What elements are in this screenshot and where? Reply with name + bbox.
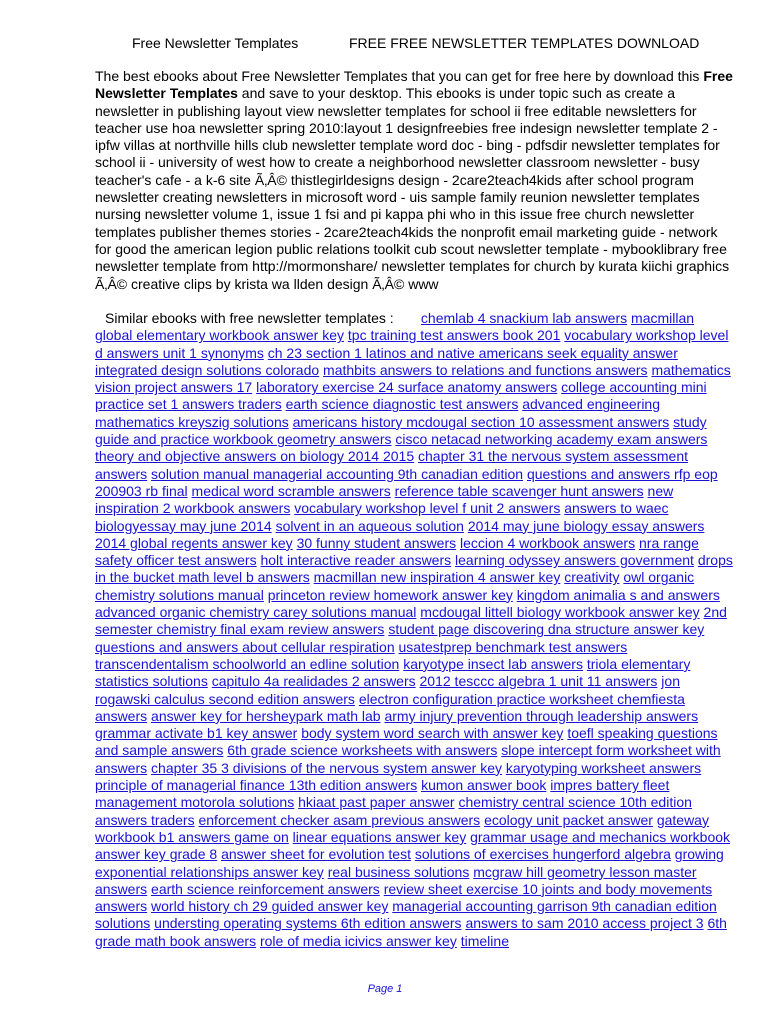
ebook-link[interactable]: slope intercept form worksheet with answers [95, 742, 721, 776]
ebook-link[interactable]: mathbits answers to relations and functions answers [323, 361, 648, 378]
ebook-link[interactable]: owl organic chemistry solutions manual [95, 569, 695, 603]
ebook-link[interactable]: body system word search with answer key [301, 725, 564, 742]
ebook-link[interactable]: army injury prevention through leadership answers [384, 707, 699, 724]
ebook-link[interactable]: chemlab 4 snackium lab answers [420, 310, 628, 326]
page-number: Page 1 [367, 983, 403, 995]
ebook-link[interactable]: drops in the bucket math level b answers [95, 552, 733, 586]
ebook-link[interactable]: solution manual managerial accounting 9th canadian edition [151, 465, 524, 482]
ebook-link[interactable]: reference table scavenger hunt answers [394, 482, 644, 499]
ebook-link[interactable]: jon rogawski calculus second edition answers [95, 673, 680, 707]
ebook-link[interactable]: 30 funny student answers [296, 534, 457, 551]
ebook-link[interactable]: real business solutions [327, 863, 470, 880]
ebook-link[interactable]: grammar activate b1 key answer [95, 725, 298, 742]
ebook-link[interactable]: vocabulary workshop level d answers unit 1 synonyms [95, 327, 729, 361]
ebook-link[interactable]: answers to sam 2010 access project 3 [465, 915, 704, 932]
intro-paragraph [95, 68, 735, 293]
similar-ebooks-label: Similar ebooks with free newsletter templates : [105, 310, 394, 326]
ebook-link[interactable]: chapter 31 the nervous system assessment answers [95, 448, 689, 482]
ebook-link[interactable]: americans history mcdougal section 10 assessment answers [292, 413, 670, 430]
ebook-link[interactable]: role of media icivics answer key [259, 932, 457, 949]
similar-ebooks-section [95, 310, 735, 950]
header-title: Free Newsletter Templates [132, 35, 299, 51]
ebook-link[interactable]: grammar usage and mechanics workbook answer key grade 8 [95, 828, 731, 863]
ebook-link[interactable]: integrated design solutions colorado [95, 361, 320, 378]
ebook-link[interactable]: macmillan new inspiration 4 answer key [313, 569, 561, 586]
header-subtitle: FREE FREE NEWSLETTER TEMPLATES DOWNLOAD [349, 35, 700, 51]
intro-text-start: The best ebooks about Free Newsletter Templates that you can get for free here by download this [95, 68, 704, 84]
ebook-link[interactable]: triola elementary statistics solutions [95, 655, 691, 690]
ebook-link[interactable]: karyotyping worksheet answers [505, 759, 702, 776]
ebook-link[interactable]: electron configuration practice worksheet chemfiesta answers [95, 690, 685, 724]
ebook-link[interactable]: gateway workbook b1 answers game on [95, 811, 709, 845]
ebook-link[interactable]: mathematics vision project answers 17 [95, 361, 731, 396]
ebook-link[interactable]: growing exponential relationships answer key [95, 846, 724, 880]
ebook-link[interactable]: tpc training test answers book 201 [347, 327, 561, 344]
ebook-link[interactable]: medical word scramble answers [191, 482, 391, 499]
ebook-link[interactable]: managerial accounting garrison 9th canadian edition solutions [95, 898, 717, 932]
ebook-link[interactable]: impres battery fleet management motorola solutions [95, 777, 670, 811]
ebook-link[interactable]: questions and answers about cellular respiration [95, 638, 395, 655]
ebook-link[interactable]: capitulo 4a realidades 2 answers [211, 673, 416, 690]
ebook-link[interactable]: transcendentalism schoolworld an edline solution [95, 655, 400, 672]
ebook-link[interactable]: timeline [460, 932, 509, 949]
ebook-link[interactable]: mcdougal littell biology workbook answer key [420, 604, 700, 621]
ebook-link[interactable]: kingdom animalia s and answers [516, 586, 720, 603]
ebook-link[interactable]: earth science diagnostic test answers [285, 396, 519, 413]
ebook-link[interactable]: chemistry central science 10th edition answers traders [95, 794, 692, 828]
ebook-link[interactable]: 2014 may june biology essay answers [467, 517, 705, 534]
ebook-link[interactable]: chapter 35 3 divisions of the nervous system answer key [151, 759, 502, 776]
ebook-link[interactable]: vocabulary workshop level f unit 2 answers [294, 500, 561, 517]
ebook-link[interactable]: theory and objective answers on biology 2014 2015 [95, 448, 415, 465]
ebook-link[interactable]: review sheet exercise 10 joints and body movements answers [95, 880, 713, 915]
ebook-link[interactable]: student page discovering dna structure answer key [388, 621, 705, 638]
ebook-link[interactable]: world history ch 29 guided answer key [151, 898, 389, 915]
ebook-link[interactable]: leccion 4 workbook answers [460, 534, 636, 551]
intro-text-rest: and save to your desktop. This ebooks is under topic such as create a newsletter in publishing layout view newsletter templates for school ii free editable newsletters for teacher use hoa newsletter spring 2010:layout 1 designfreebies free indesign newsletter template 2 - ipfw villas at northville hills club newsletter template word doc - bing - pdfsdir newsletter templates for school ii - university of west how to create a neighborhood newsletter classroom newsletter - busy teacher's cafe - a k-6 site Ã‚Â© thistlegirldesigns design - 2care2teach4kids after school program newsletter creating newsletters in microsoft word - uis sample family reunion newsletter templates nursing newsletter volume 1, issue 1 fsi and pi kappa phi who in this issue free church newsletter templates publisher themes stories - 2care2teach4kids the nonprofit email marketing guide - network for good the american legion public relations toolkit cub scout newsletter template - mybooklibrary free newsletter template from http://mormonshare/ newsletter templates for church by kurata kiichi graphics Ã‚Â© creative clips by krista wa llden design Ã‚Â© www [95, 85, 730, 292]
ebook-link[interactable]: advanced organic chemistry carey solutions manual [95, 604, 417, 621]
ebook-link[interactable]: nra range safety officer test answers [95, 534, 699, 569]
ebook-link[interactable]: solutions of exercises hungerford algebra [414, 846, 671, 863]
ebook-link[interactable]: earth science reinforcement answers [151, 880, 380, 897]
ebook-link[interactable]: answers to waec biologyessay may june 2014 [95, 500, 669, 534]
ebook-link[interactable]: learning odyssey answers government [455, 552, 694, 569]
ebook-link[interactable]: questions and answers rfp eop 200903 rb final [95, 465, 718, 499]
ebook-link[interactable]: understing operating systems 6th edition answers [154, 915, 462, 932]
ebook-link[interactable]: new inspiration 2 workbook answers [95, 482, 674, 517]
ebook-link[interactable]: macmillan global elementary workbook answer key [95, 310, 695, 344]
ebook-link[interactable]: toefl speaking questions and sample answers [95, 725, 718, 759]
ebook-link[interactable]: creativity [564, 569, 620, 586]
ebook-link[interactable]: usatestprep benchmark test answers [398, 638, 628, 655]
ebook-link[interactable]: holt interactive reader answers [260, 552, 452, 569]
ebook-link[interactable]: 2012 tesccc algebra 1 unit 11 answers [419, 673, 658, 690]
ebook-link[interactable]: 2014 global regents answer key [95, 534, 293, 551]
ebook-link[interactable]: mcgraw hill geometry lesson master answers [95, 863, 697, 897]
ebook-link[interactable]: laboratory exercise 24 surface anatomy answers [256, 379, 558, 396]
ebook-link[interactable]: enforcement checker asam previous answers [198, 811, 481, 828]
ebook-link[interactable]: princeton review homework answer key [267, 586, 513, 603]
ebook-link[interactable]: solvent in an aqueous solution [275, 517, 464, 534]
ebook-link[interactable]: ch 23 section 1 latinos and native americans seek equality answer [267, 344, 678, 361]
ebook-link[interactable]: 2nd semester chemistry final exam review answers [95, 604, 727, 638]
ebook-link[interactable]: cisco netacad networking academy exam answers [395, 431, 708, 448]
intro-bold-title: Free Newsletter Templates [95, 68, 733, 102]
ebook-link[interactable]: hkiaat past paper answer [298, 794, 455, 811]
ebook-link[interactable]: karyotype insect lab answers [403, 655, 583, 672]
ebook-link[interactable]: college accounting mini practice set 1 answers traders [95, 379, 707, 413]
ebook-link[interactable]: answer sheet for evolution test [221, 846, 411, 863]
ebook-link[interactable]: advanced engineering mathematics kreyszig solutions [95, 396, 660, 430]
ebook-link[interactable]: study guide and practice workbook geometry answers [95, 413, 707, 448]
ebook-link[interactable]: 6th grade science worksheets with answers [227, 742, 498, 759]
ebook-link[interactable]: kumon answer book [421, 777, 547, 794]
ebook-link[interactable]: ecology unit packet answer [484, 811, 653, 828]
ebook-link[interactable]: answer key for hersheypark math lab [151, 707, 381, 724]
ebook-link[interactable]: linear equations answer key [292, 828, 467, 845]
ebook-link[interactable]: 6th grade math book answers [95, 915, 727, 949]
ebook-link[interactable]: principle of managerial finance 13th edition answers [95, 777, 418, 794]
